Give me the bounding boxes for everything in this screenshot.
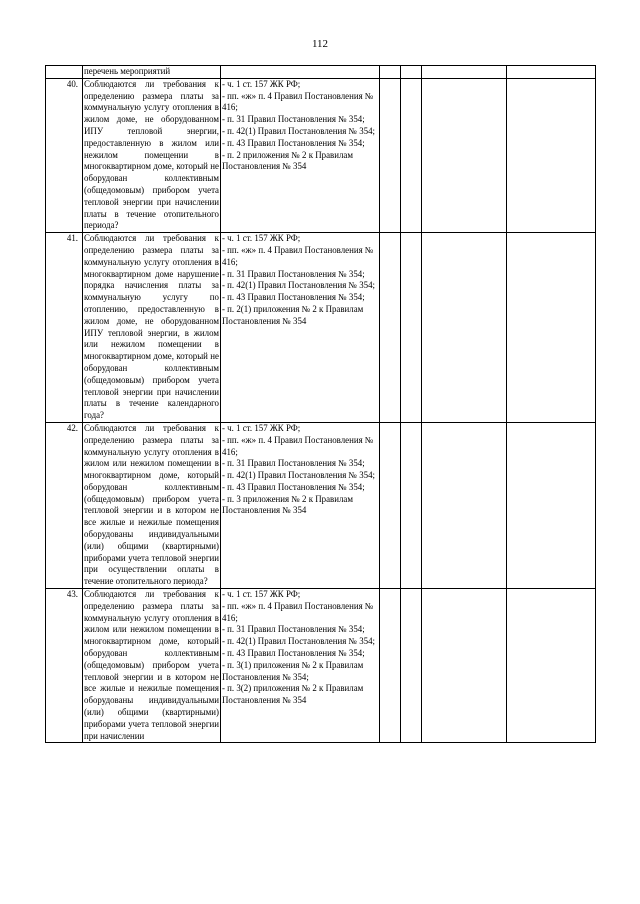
row-number: 42. [46,422,83,588]
no-cell[interactable] [401,233,422,423]
not-applicable-cell[interactable] [422,233,507,423]
row-number: 43. [46,589,83,743]
table-row [46,78,596,232]
continuation-text: перечень мероприятий [83,66,221,79]
no-cell[interactable] [401,78,422,232]
question-text: Соблюдаются ли требования к определению размера платы за коммунальную услугу отопления в жилом доме, не оборудованном ИПУ тепловой энергии, предоставленную в жилом или нежилом помещении в многоквартирном доме, который не оборудован коллективным (общедомовым) прибором учета тепловой энергии при начислении платы в течение отопительного периода? [83,78,221,232]
yes-cell[interactable] [380,233,401,423]
checklist-table [45,65,596,743]
yes-cell[interactable] [380,589,401,743]
row-number: 40. [46,78,83,232]
not-applicable-cell[interactable] [422,589,507,743]
source-item: - п. 43 Правил Постановления № 354; [222,648,365,659]
source-item: - п. 2 приложения № 2 к Правилам Постановления № 354 [222,149,353,172]
source-item: - п. 31 Правил Постановления № 354; [222,458,365,469]
source-item: - пп. «ж» п. 4 Правил Постановления № 416; [222,244,374,267]
continuation-row [46,66,596,79]
table-row [46,589,596,743]
no-cell[interactable] [401,589,422,743]
no-cell[interactable] [401,422,422,588]
source-item: - ч. 1 ст. 157 ЖК РФ; [222,78,301,89]
source-item: - п. 31 Правил Постановления № 354; [222,114,365,125]
yes-cell[interactable] [380,66,401,79]
sources-cell [221,422,380,588]
source-item: - пп. «ж» п. 4 Правил Постановления № 416; [222,600,374,623]
source-item: - пп. «ж» п. 4 Правил Постановления № 416; [222,90,374,113]
source-item: - п. 3 приложения № 2 к Правилам Постановления № 354 [222,493,353,516]
sources-cell [221,78,380,232]
source-item: - ч. 1 ст. 157 ЖК РФ; [222,589,301,600]
note-cell[interactable] [507,233,596,423]
source-item: - ч. 1 ст. 157 ЖК РФ; [222,233,301,244]
source-item: - п. 43 Правил Постановления № 354; [222,292,365,303]
sources-cell [221,66,380,79]
source-item: - ч. 1 ст. 157 ЖК РФ; [222,422,301,433]
yes-cell[interactable] [380,422,401,588]
not-applicable-cell[interactable] [422,66,507,79]
number-cell [46,66,83,79]
source-item: - п. 31 Правил Постановления № 354; [222,268,365,279]
source-item: - пп. «ж» п. 4 Правил Постановления № 416; [222,434,374,457]
source-item: - п. 31 Правил Постановления № 354; [222,624,365,635]
question-text: Соблюдаются ли требования к определению размера платы за коммунальную услугу отопления в жилом или нежилом помещении в многоквартирном доме, который оборудован коллективным (общедомовым) прибором учета тепловой энергии и в котором не все жилые и нежилые помещения оборудованы индивидуальными (или) общими (квартирными) приборами учета тепловой энергии при осуществлении оплаты в течение отопительного периода? [83,422,221,588]
table-row [46,422,596,588]
sources-cell [221,589,380,743]
source-item: - п. 3(1) приложения № 2 к Правилам Постановления № 354; [222,659,364,682]
row-number: 41. [46,233,83,423]
not-applicable-cell[interactable] [422,422,507,588]
question-text: Соблюдаются ли требования к определению размера платы за коммунальную услугу отопления в многоквартирном доме нарушение порядка начисления платы за коммунальную услугу по отоплению, предоставленную в жилом доме, не оборудованном ИПУ тепловой энергии, в жилом или нежилом помещении в многоквартирном доме, который не оборудован коллективным (общедомовым) прибором учета тепловой энергии при начислении платы в течение календарного года? [83,233,221,423]
note-cell[interactable] [507,422,596,588]
yes-cell[interactable] [380,78,401,232]
note-cell[interactable] [507,78,596,232]
source-item: - п. 42(1) Правил Постановления № 354; [222,125,376,136]
not-applicable-cell[interactable] [422,78,507,232]
page-number: 112 [311,38,329,50]
table-row [46,233,596,423]
sources-cell [221,233,380,423]
no-cell[interactable] [401,66,422,79]
question-text: Соблюдаются ли требования к определению размера платы за коммунальную услугу отопления в жилом или нежилом помещении в многоквартирном доме, который оборудован коллективным (общедомовым) прибором учета тепловой энергии и в котором не все жилые и нежилые помещения оборудованы индивидуальными (или) общими (квартирными) приборами учета тепловой энергии при начислении [83,589,221,743]
source-item: - п. 42(1) Правил Постановления № 354; [222,470,376,481]
source-item: - п. 2(1) приложения № 2 к Правилам Постановления № 354 [222,303,364,326]
note-cell[interactable] [507,589,596,743]
note-cell[interactable] [507,66,596,79]
source-item: - п. 3(2) приложения № 2 к Правилам Постановления № 354 [222,683,364,706]
source-item: - п. 43 Правил Постановления № 354; [222,137,365,148]
source-item: - п. 43 Правил Постановления № 354; [222,481,365,492]
source-item: - п. 42(1) Правил Постановления № 354; [222,636,376,647]
source-item: - п. 42(1) Правил Постановления № 354; [222,280,376,291]
